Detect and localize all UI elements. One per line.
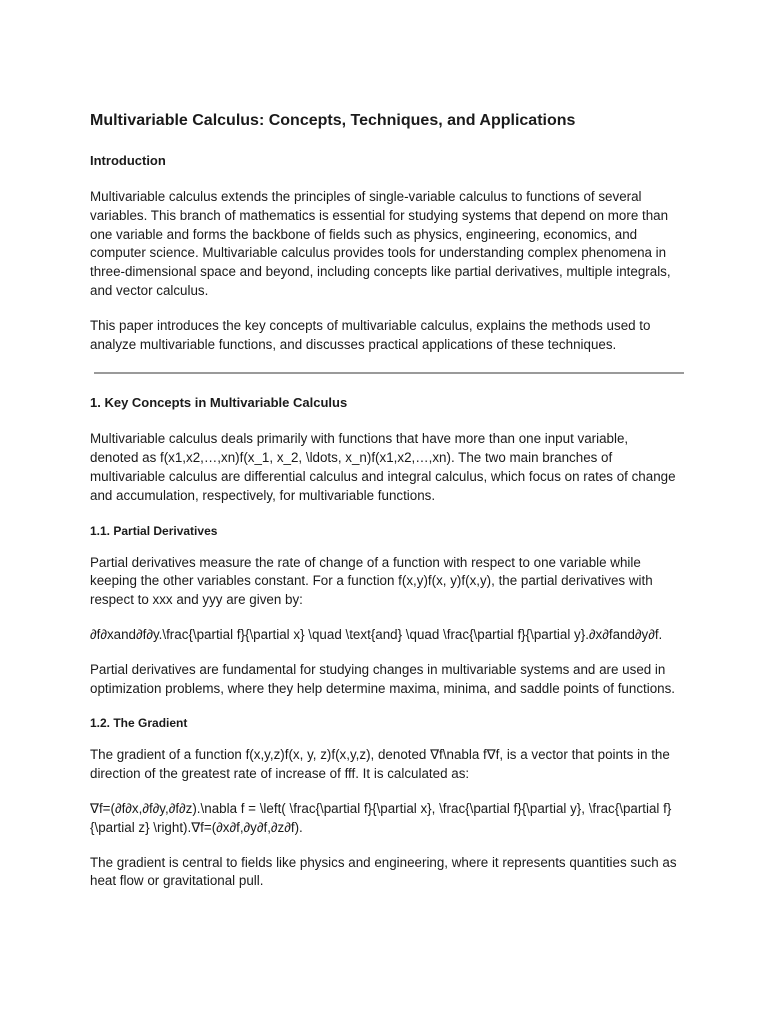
subsection-1-2-heading: 1.2. The Gradient [90, 716, 188, 731]
subsection-1-1-heading: 1.1. Partial Derivatives [90, 523, 218, 538]
partial-derivatives-formula: ∂f∂xand∂f∂y.\frac{\partial f}{\partial x} \quad \text{and} \quad \frac{\partial f}{\partial y}.∂x∂fand∂y∂f. [90, 626, 663, 642]
partial-derivatives-paragraph: Partial derivatives measure the rate of change of a function with respect to one variable while keeping the other variables constant. For a function f(x,y)f(x, y)f(x,y), the partial derivatives with respect to xxx and yyy are given by: [90, 554, 653, 608]
introduction-paragraph-2: This paper introduces the key concepts of multivariable calculus, explains the methods used to analyze multivariable functions, and discusses practical applications of these techniques. [90, 317, 651, 352]
gradient-formula: ∇f=(∂f∂x,∂f∂y,∂f∂z).\nabla f = \left( \frac{\partial f}{\partial x}, \frac{\partial f}{\partial y}, \frac{\partial f}{\partial z} \right).∇f=(∂x∂f,∂y∂f,∂z∂f). [90, 800, 672, 835]
introduction-paragraph-1: Multivariable calculus extends the principles of single-variable calculus to functions of several variables. This branch of mathematics is essential for studying systems that depend on more than one variable and forms the backbone of fields such as physics, engineering, economics, and computer science. Multivariable calculus provides tools for understanding complex phenomena in three-dimensional space and beyond, including concepts like partial derivatives, multiple integrals, and vector calculus. [90, 189, 671, 298]
partial-derivatives-applications: Partial derivatives are fundamental for studying changes in multivariable systems and are used in optimization problems, where they help determine maxima, minima, and saddle points of functions. [90, 661, 676, 696]
section-1-heading: 1. Key Concepts in Multivariable Calculus [90, 395, 348, 411]
section-divider [94, 372, 684, 374]
introduction-heading: Introduction [90, 153, 166, 168]
document-title: Multivariable Calculus: Concepts, Techniques, and Applications [90, 112, 576, 129]
gradient-paragraph: The gradient of a function f(x,y,z)f(x, y, z)f(x,y,z), denoted ∇f\nabla f∇f, is a vector that points in the direction of the greatest rate of increase of fff. It is calculated as: [90, 747, 670, 782]
gradient-applications: The gradient is central to fields like physics and engineering, where it represents quantities such as heat flow or gravitational pull. [90, 854, 677, 889]
section-1-paragraph: Multivariable calculus deals primarily with functions that have more than one input variable, denoted as f(x1,x2,…,xn)f(x_1, x_2, \ldots, x_n)f(x1,x2,…,xn). The two main branches of multivariable calculus are differential calculus and integral calculus, which focus on rates of change and accumulation, respectively, for multivariable functions. [90, 431, 676, 503]
